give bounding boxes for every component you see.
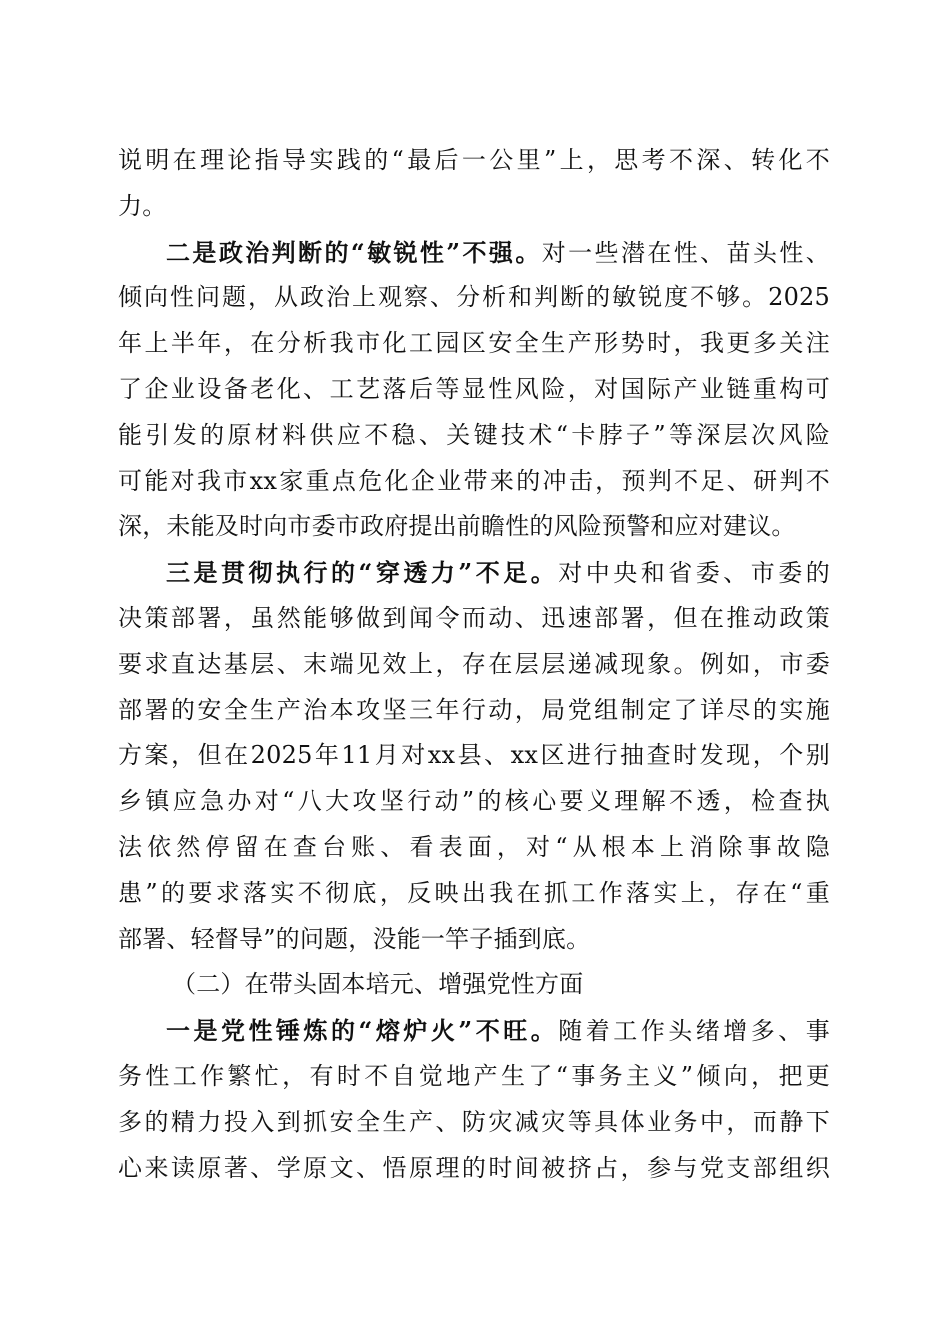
paragraph-two-line-3: 年上半年，在分析我市化工园区安全生产形势时，我更多关注 (118, 329, 830, 358)
paragraph-two-line-1 (118, 230, 830, 276)
paragraph-three-line-2: 决策部署，虽然能够做到闻令而动、迅速部署，但在推动政策 (118, 603, 830, 632)
paragraph-two-lead: 二是政治判断的“敏锐性”不强。 (166, 237, 542, 267)
paragraph-three-line-7: 法依然停留在查台账、看表面，对“从根本上消除事故隐 (118, 832, 830, 861)
paragraph-two-line-1-rest: 对一些潜在性、苗头性、 (541, 238, 831, 267)
paragraph-three-line-8: 患”的要求落实不彻底，反映出我在抓工作落实上，存在“重 (118, 878, 830, 907)
document-body (118, 138, 830, 1191)
paragraph-intro-line-1: 说明在理论指导实践的“最后一公里”上，思考不深、转化不 (118, 146, 830, 174)
paragraph-four-line-2: 务性工作繁忙，有时不自觉地产生了“事务主义”倾向，把更 (118, 1061, 830, 1090)
paragraph-two-line-4: 了企业设备老化、工艺落后等显性风险，对国际产业链重构可 (118, 374, 830, 403)
paragraph-four-line-1 (118, 1008, 830, 1054)
paragraph-two-line-5: 能引发的原材料供应不稳、关键技术“卡脖子”等深层次风险 (118, 420, 830, 449)
paragraph-two-line-2: 倾向性问题，从政治上观察、分析和判断的敏锐度不够。2025 (118, 283, 830, 312)
paragraph-three-lead: 三是贯彻执行的“穿透力”不足。 (166, 558, 559, 588)
paragraph-four-line-4: 心来读原著、学原文、悟原理的时间被挤占，参与党支部组织 (118, 1153, 830, 1182)
paragraph-three-line-1 (118, 550, 830, 596)
paragraph-three-line-4: 部署的安全生产治本攻坚三年行动，局党组制定了详尽的实施 (118, 695, 830, 724)
paragraph-four-lead: 一是党性锤炼的“熔炉火”不旺。 (166, 1016, 559, 1046)
paragraph-three-line-3: 要求直达基层、末端见效上，存在层层递减现象。例如，市委 (118, 649, 830, 678)
paragraph-three-line-9: 部署、轻督导”的问题，没能一竿子插到底。 (118, 924, 591, 953)
section-heading: （二）在带头固本培元、增强党性方面 (172, 970, 584, 999)
paragraph-four-line-1-rest: 随着工作头绪增多、事 (558, 1017, 831, 1046)
paragraph-intro-line-2: 力。 (118, 191, 167, 220)
paragraph-three-line-6: 乡镇应急办对“八大攻坚行动”的核心要义理解不透，检查执 (118, 787, 830, 816)
paragraph-two-line-6: 可能对我市xx家重点危化企业带来的冲击，预判不足、研判不 (118, 466, 830, 495)
paragraph-four-line-3: 多的精力投入到抓安全生产、防灾减灾等具体业务中，而静下 (118, 1107, 830, 1136)
paragraph-three-line-5: 方案，但在2025年11月对xx县、xx区进行抽查时发现，个别 (118, 741, 830, 770)
paragraph-two-line-7: 深，未能及时向市委市政府提出前瞻性的风险预警和应对建议。 (118, 512, 796, 541)
paragraph-three-line-1-rest: 对中央和省委、市委的 (558, 559, 831, 588)
